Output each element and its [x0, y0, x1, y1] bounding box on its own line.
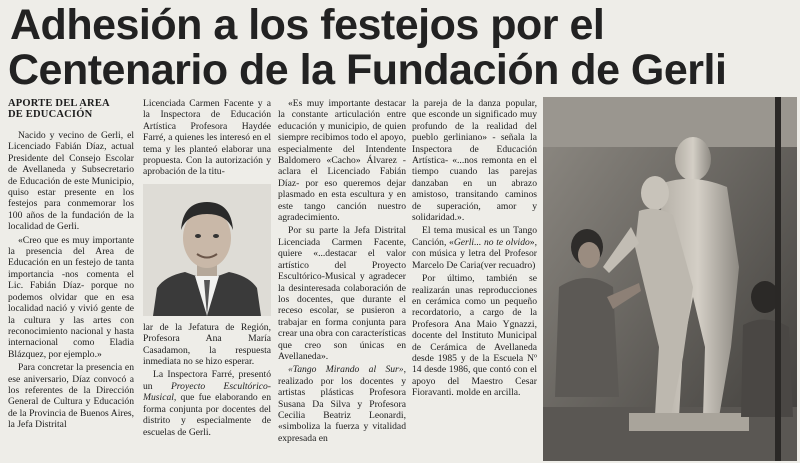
sculpture-workshop-icon	[543, 97, 797, 461]
text-run: », con música y letra del Profesor Marcelo De Caria(ver recuadro)	[412, 236, 537, 271]
paragraph: Por último, también se realizarán unas reproducciones en cerámica como un pequeño recordatorio, a cargo de la Profesora Ana Maio Ygnazzi, docente del Instituto Municipal de Cerámica de Avellaneda desde 1985 y de la Escuela Nº 14 desde 1986, que contó con el apoyo del Maestro Cesar Fioravanti. molde en arcilla.	[412, 273, 537, 399]
paragraph	[412, 225, 537, 271]
paragraph: Licenciada Carmen Facente y a la Inspectora de Educación Artística Profesora Haydée Farré, a quienes les interesó en el tema y les planteó elaborar una propuesta. Con la autorización y aprobación de la titu-	[143, 98, 271, 178]
section-heading-line-2: DE EDUCACIÓN	[8, 109, 93, 120]
text-run: La Inspectora Farré, presentó un	[143, 369, 271, 392]
paragraph: Para concretar la presencia en ese aniversario, Díaz convocó a los referentes de la Dirección General de Cultura y Educación de la Provincia de Buenos Aires, la Jefa Distrital	[8, 362, 134, 431]
sculpture-name: «Tango Mirando al Sur»	[288, 364, 404, 376]
paragraph: Nacido y vecino de Gerli, el Licenciado Fabián Díaz, actual Presidente del Consejo Escolar de Avellaneda y Subsecretario de Educación de este Municipio, quiso estar presente en los festejos para conmemorar los 100 años de la fundación de la localidad de Gerli.	[8, 130, 134, 233]
section-heading	[8, 98, 134, 120]
paragraph: la pareja de la danza popular, que esconde un significado muy profundo de la realidad del pueblo gerliniano» - señala la Inspectora de Educación Artística- «...nos remonta en el tiempo cuando las parejas danzaban en un abrazo amistoso, transitando caminos de superación, amor y solidaridad.».	[412, 98, 537, 224]
section-heading-line-1: APORTE DEL AREA	[8, 98, 110, 109]
article-column-1	[8, 98, 134, 460]
headline-line-1: Adhesión a los festejos por el	[10, 1, 605, 49]
portrait-photo	[143, 184, 271, 316]
project-name: Proyecto Escultórico-Musical	[143, 380, 271, 404]
sculpture-photo	[543, 97, 797, 461]
paragraph	[143, 369, 271, 437]
text-run: , realizado por los docentes y artistas plásticas Profesora Susana Da Silva y Profesora Cecilia Beatriz Leonardi, «simboliza la fuerza y vitalidad expresada en	[278, 364, 406, 444]
paragraph: lar de la Jefatura de Región, Profesora Ana María Casadamon, la respuesta inmediata no se hizo esperar.	[143, 321, 271, 368]
paragraph: «Creo que es muy importante la presencia del Area de Educación en un festejo de tanta importancia -nos comenta el Lic. Fabián Díaz- porque no podemos olvidar que en esa localidad nació y vivió gente de la cultura y las artes con reconocimiento nacional y hasta internacional como Eladia Blázquez, por ejemplo.»	[8, 234, 134, 360]
article-column-2	[143, 98, 271, 460]
song-name: Gerli... no te olvido	[453, 236, 530, 248]
text-run: , que fue elaborando en forma conjunta por docentes del distrito y especialmente de escuelas de Gerli.	[143, 392, 271, 438]
article-column-3	[278, 98, 406, 460]
headline-line-2: Centenario de la Fundación de Gerli	[8, 46, 727, 94]
paragraph: «Es muy importante destacar la constante articulación entre educación y municipio, de quien siempre recibimos todo el apoyo, especialmente del Intendente Baldomero «Cacho» Álvarez -aclara el Licenciado Fabián Díaz- por eso queremos dejar plasmado en esta escultura y en este tango canción nuestro agradecimiento.	[278, 98, 406, 224]
paragraph	[278, 364, 406, 444]
man-portrait-icon	[143, 184, 271, 316]
paragraph: Por su parte la Jefa Distrital Licenciada Carmen Facente, quiere «...destacar el valor artístico del Proyecto Escultórico-Musical y agradecer la desinteresada colaboración de los docentes, que durante el receso escolar, se pusieron a trabajar en forma conjunta para crear una obra con características que creo son únicas en Avellaneda».	[278, 225, 406, 362]
text-run: El tema musical es un Tango Canción, «	[412, 225, 537, 248]
article-column-4	[412, 98, 537, 460]
